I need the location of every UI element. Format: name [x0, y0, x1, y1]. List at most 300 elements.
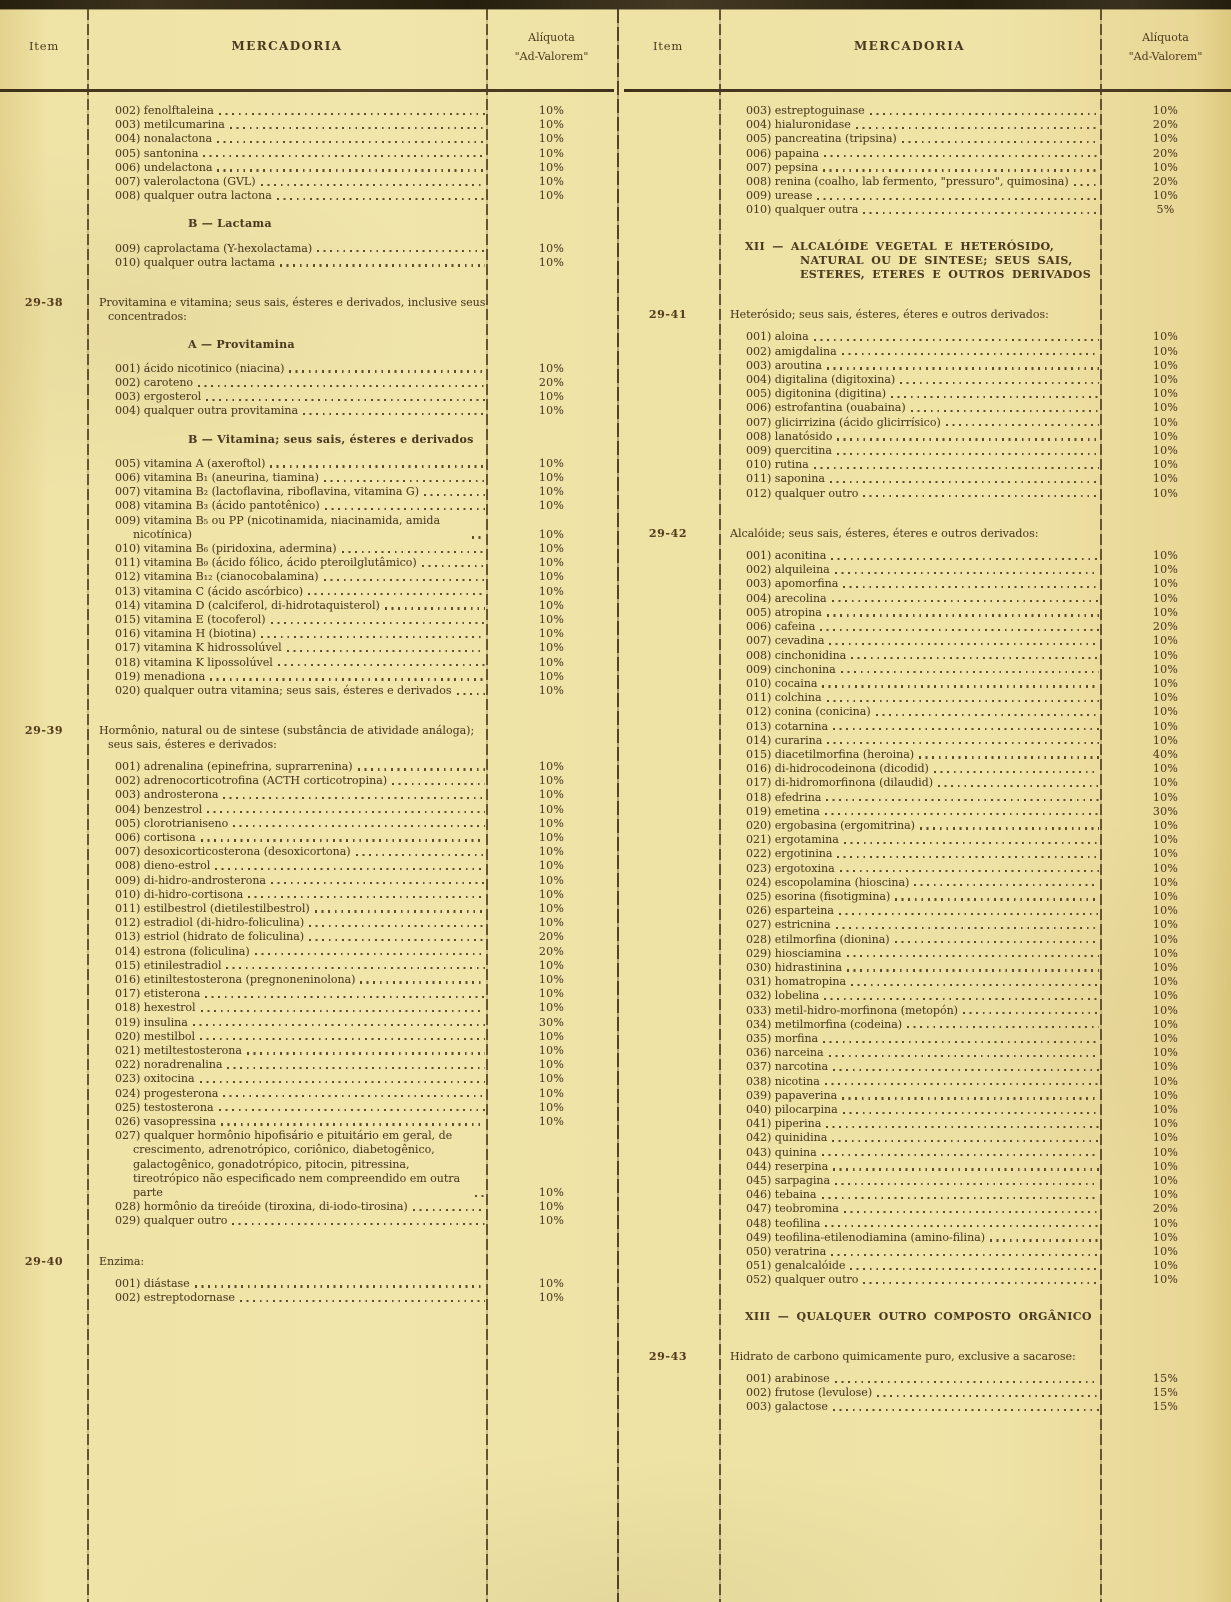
entry-text	[115, 613, 266, 627]
entry-text	[746, 401, 906, 415]
entry-text	[746, 1273, 858, 1287]
header-aliquota-line1: Alíquota	[1142, 31, 1189, 44]
entry-code: 011)	[115, 556, 141, 570]
tariff-entry-row	[617, 1075, 1231, 1089]
item-number-cell	[0, 1072, 88, 1086]
tariff-entry-row	[617, 634, 1231, 648]
entry-code: 011)	[746, 691, 772, 705]
entry-label: saponina	[774, 472, 825, 486]
item-number-cell	[617, 1131, 719, 1145]
tariff-entry-row	[0, 973, 617, 987]
section-heading: Hormônio, natural ou de sintese (substância de atividade análoga); seus sais, ésteres e derivados:	[99, 724, 475, 752]
subsection-mercadoria	[88, 217, 486, 231]
entry-text	[746, 677, 817, 691]
entry-code: 012)	[115, 570, 141, 584]
dot-leader	[843, 586, 1099, 588]
entry-rate: 10%	[538, 655, 565, 669]
dot-leader	[195, 1285, 485, 1287]
group-heading-row	[617, 240, 1231, 283]
dot-leader	[839, 913, 1099, 915]
entry-rate: 10%	[538, 613, 565, 627]
tariff-entry-row	[617, 677, 1231, 691]
dot-leader	[823, 1041, 1099, 1043]
entry-label: glicirrizina (ácido glicirrísico)	[774, 415, 941, 429]
entry-mercadoria	[719, 487, 1100, 501]
rate-cell	[1100, 527, 1231, 541]
entry-mercadoria	[719, 592, 1100, 606]
entry-mercadoria	[88, 175, 486, 189]
entry-code: 027)	[115, 1129, 141, 1143]
entry-text	[746, 132, 897, 146]
entry-rate: 10%	[538, 1086, 565, 1100]
tariff-entry-row	[617, 1174, 1231, 1188]
tariff-entry-row	[0, 514, 617, 542]
entry-code: 009)	[115, 513, 141, 527]
entry-rate: 10%	[538, 1200, 565, 1214]
entry-rate: 10%	[1152, 833, 1179, 847]
dot-leader	[863, 495, 1099, 497]
entry-rate: 10%	[538, 527, 565, 541]
entry-label: clorotrianiseno	[143, 816, 229, 830]
dot-leader	[385, 607, 485, 609]
tariff-entry-row	[617, 862, 1231, 876]
entry-code: 033)	[746, 1003, 772, 1017]
entry-text	[746, 776, 933, 790]
tariff-entry-row	[617, 975, 1231, 989]
tariff-entry-row	[0, 684, 617, 698]
entry-label: undelactona	[143, 160, 213, 174]
entry-label: reserpina	[774, 1159, 829, 1173]
entry-rate: 10%	[538, 456, 565, 470]
item-number-cell	[617, 791, 719, 805]
entry-label: qualquer outro	[774, 486, 859, 500]
item-number-cell	[617, 577, 719, 591]
section-row	[617, 527, 1231, 541]
entry-label: esorina (fisotigmina)	[774, 889, 891, 903]
entry-rate: 10%	[538, 570, 565, 584]
dot-leader	[850, 1268, 1099, 1270]
dot-leader	[851, 984, 1099, 986]
entry-text	[115, 987, 200, 1001]
entry-code: 020)	[115, 1029, 141, 1043]
dot-leader	[200, 1038, 485, 1040]
dot-leader	[837, 453, 1099, 455]
entry-mercadoria	[88, 1115, 486, 1129]
item-number-cell	[0, 296, 88, 324]
dot-leader	[219, 113, 485, 115]
entry-rate: 10%	[1152, 634, 1179, 648]
entry-text	[746, 748, 914, 762]
entry-mercadoria	[88, 485, 486, 499]
entry-label: diacetilmorfina (heroina)	[774, 747, 915, 761]
item-number-cell	[617, 203, 719, 217]
entry-text	[746, 345, 837, 359]
tariff-entry-row	[617, 776, 1231, 790]
entry-label: pilocarpina	[774, 1103, 838, 1116]
entry-text	[746, 118, 851, 132]
dot-leader	[472, 536, 485, 538]
item-number-cell	[617, 847, 719, 861]
entry-mercadoria	[88, 542, 486, 556]
entry-rate: 10%	[1152, 1245, 1179, 1259]
entry-rate: 20%	[1152, 175, 1179, 189]
entry-code: 019)	[115, 1015, 141, 1029]
entry-rate: 10%	[1152, 1060, 1179, 1074]
entry-text	[746, 1004, 958, 1018]
section-mercadoria	[719, 308, 1100, 322]
entry-text	[115, 599, 380, 613]
tariff-entry-row	[617, 330, 1231, 344]
tariff-entry-row	[0, 1044, 617, 1058]
item-number-cell	[617, 734, 719, 748]
dot-leader	[424, 494, 485, 496]
entry-text	[115, 1016, 188, 1030]
entry-rate: 10%	[1152, 875, 1179, 889]
entry-mercadoria	[719, 819, 1100, 833]
entry-text	[746, 634, 824, 648]
group-numeral: XIII —	[745, 1309, 790, 1323]
dot-leader	[1074, 184, 1099, 186]
entry-rate: 30%	[1152, 804, 1179, 818]
entry-text	[746, 444, 832, 458]
dot-leader	[247, 1052, 485, 1054]
entry-rate: 20%	[1152, 1202, 1179, 1216]
section-mercadoria	[88, 724, 486, 752]
entry-label: frutose (levulose)	[774, 1386, 873, 1400]
entry-code: 052)	[746, 1273, 772, 1287]
entry-code: 007)	[746, 634, 772, 648]
entry-mercadoria	[88, 404, 486, 418]
tariff-entry-row	[617, 1386, 1231, 1400]
item-number-cell	[617, 649, 719, 663]
entry-label: di-hidro-androsterona	[143, 873, 266, 887]
entry-rate: 10%	[538, 669, 565, 683]
entry-code: 004)	[115, 802, 141, 816]
entries-block	[617, 104, 1231, 218]
item-number-cell	[617, 1075, 719, 1089]
entry-rate: 10%	[538, 175, 565, 189]
entry-code: 040)	[746, 1103, 772, 1116]
entry-label: qualquer outra provitamina	[143, 404, 299, 418]
entry-mercadoria	[719, 1386, 1100, 1400]
item-number-cell	[617, 189, 719, 203]
item-number-cell	[0, 161, 88, 175]
entry-rate: 10%	[538, 542, 565, 556]
section-heading: Heterósido; seus sais, ésteres, éteres e outros derivados:	[730, 308, 1049, 322]
entry-label: arecolina	[774, 591, 827, 605]
item-number-cell	[0, 902, 88, 916]
dot-leader	[832, 1140, 1099, 1142]
dot-leader	[863, 1282, 1099, 1284]
dot-leader	[824, 998, 1099, 1000]
entry-label: hexestrol	[143, 1001, 196, 1015]
entry-mercadoria	[88, 760, 486, 774]
dot-leader	[827, 700, 1099, 702]
entry-label: qualquer hormônio hipofisário e pituitário em geral, de crescimento, adrenotrópico, coriônico, diabetogênico, galactogênico, gonadotrópico, pitocin, pitressina, tireotrópico não especificado nem compreendido em outra parte	[133, 1129, 461, 1199]
entry-text	[746, 1160, 828, 1174]
entry-mercadoria	[719, 132, 1100, 146]
entry-rate: 20%	[1152, 146, 1179, 160]
entry-mercadoria	[719, 1245, 1100, 1259]
item-number-cell	[0, 845, 88, 859]
dot-leader	[201, 839, 485, 841]
item-number: 29-42	[648, 526, 688, 540]
tariff-entry-row	[0, 542, 617, 556]
entry-text	[746, 1372, 830, 1386]
entry-mercadoria	[719, 1259, 1100, 1273]
entry-code: 025)	[115, 1100, 141, 1114]
entry-text	[115, 471, 319, 485]
entry-rate: 10%	[1152, 132, 1179, 146]
entry-code: 003)	[746, 1400, 772, 1414]
item-number-cell	[0, 132, 88, 146]
entry-label: renina (coalho, lab fermento, "pressuro", quimosina)	[774, 175, 1069, 189]
entry-label: metilcumarina	[143, 118, 225, 132]
entry-code: 004)	[746, 373, 772, 387]
tariff-entry-row	[617, 748, 1231, 762]
entry-mercadoria	[88, 376, 486, 390]
entries-block	[617, 549, 1231, 1288]
dot-leader	[356, 854, 485, 856]
entry-rate: 10%	[538, 830, 565, 844]
entry-code: 014)	[115, 944, 141, 958]
entry-rate: 10%	[538, 118, 565, 132]
dot-leader	[847, 969, 1099, 971]
entry-text	[746, 430, 832, 444]
entry-mercadoria	[88, 1001, 486, 1015]
entry-rate: 10%	[538, 627, 565, 641]
entry-mercadoria	[719, 430, 1100, 444]
item-number-cell	[617, 592, 719, 606]
dot-leader	[325, 508, 485, 510]
dot-leader	[835, 572, 1099, 574]
entry-code: 006)	[115, 471, 141, 485]
dot-leader	[221, 1123, 485, 1125]
section-row	[617, 308, 1231, 322]
tariff-entry-row	[617, 1217, 1231, 1231]
tariff-entry-row	[0, 859, 617, 873]
entry-mercadoria	[88, 242, 486, 256]
entry-label: curarina	[774, 733, 823, 747]
dot-leader	[817, 198, 1099, 200]
entry-rate: 10%	[538, 788, 565, 802]
entry-label: oxitocina	[143, 1072, 195, 1086]
dot-leader	[205, 996, 485, 998]
entry-label: nonalactona	[143, 132, 213, 146]
entry-text	[746, 1217, 820, 1231]
entry-rate: 10%	[1152, 373, 1179, 387]
dot-leader	[215, 868, 485, 870]
dot-leader	[938, 785, 1099, 787]
entry-rate: 10%	[1152, 705, 1179, 719]
entry-label: androsterona	[143, 788, 219, 802]
entry-mercadoria	[719, 862, 1100, 876]
entry-rate: 10%	[538, 598, 565, 612]
dot-leader	[823, 169, 1099, 171]
entry-label: estilbestrol (dietilestilbestrol)	[143, 901, 310, 915]
item-number-cell	[0, 585, 88, 599]
tariff-entry-row	[617, 577, 1231, 591]
entry-label: quercitina	[774, 444, 832, 458]
entry-code: 021)	[115, 1043, 141, 1057]
entry-mercadoria	[719, 1273, 1100, 1287]
entry-code: 005)	[115, 816, 141, 830]
group-heading-row	[617, 1310, 1231, 1324]
dot-leader	[963, 1012, 1099, 1014]
header-aliquota	[486, 26, 617, 66]
tariff-entry-row	[0, 118, 617, 132]
tariff-entry-row	[0, 161, 617, 175]
item-number-cell	[617, 961, 719, 975]
dot-leader	[226, 967, 485, 969]
entry-rate: 10%	[538, 774, 565, 788]
item-number-cell	[617, 890, 719, 904]
entry-rate: 10%	[538, 1114, 565, 1128]
entry-mercadoria	[88, 613, 486, 627]
dot-leader	[193, 1024, 485, 1026]
dot-leader	[990, 1239, 1099, 1241]
entry-code: 028)	[115, 1200, 141, 1214]
entry-rate: 10%	[1152, 330, 1179, 344]
entry-mercadoria	[88, 959, 486, 973]
entry-rate: 10%	[538, 1001, 565, 1015]
tariff-entry-row	[617, 1004, 1231, 1018]
entry-rate: 10%	[1152, 762, 1179, 776]
item-number-cell	[0, 1200, 88, 1214]
entry-code: 010)	[115, 255, 141, 269]
rate-cell	[486, 338, 617, 352]
entry-text	[746, 1231, 985, 1245]
entry-rate: 10%	[538, 1029, 565, 1043]
item-number-cell	[0, 147, 88, 161]
entry-code: 016)	[115, 627, 141, 641]
section-row	[0, 296, 617, 324]
section-mercadoria	[88, 1255, 486, 1269]
entry-label: digitonina (digitina)	[774, 387, 886, 401]
entry-rate: 15%	[1152, 1372, 1179, 1386]
dot-leader	[422, 565, 485, 567]
entry-label: narceina	[774, 1046, 824, 1060]
entry-text	[746, 862, 835, 876]
entry-text	[115, 902, 310, 916]
entry-label: vitamina B₂ (lactoflavina, riboflavina, vitamina G)	[143, 485, 420, 499]
entry-text	[115, 175, 256, 189]
item-number-cell	[617, 1273, 719, 1287]
dot-leader	[831, 1254, 1099, 1256]
entry-code: 026)	[115, 1114, 141, 1128]
item-number-cell	[0, 916, 88, 930]
entry-rate: 10%	[538, 641, 565, 655]
entry-rate: 10%	[1152, 1003, 1179, 1017]
entry-rate: 10%	[1152, 1273, 1179, 1287]
item-number-cell	[0, 760, 88, 774]
entry-rate: 10%	[1152, 1159, 1179, 1173]
item-number-cell	[0, 499, 88, 513]
group-mercadoria	[719, 240, 1100, 283]
tariff-entry-row	[617, 563, 1231, 577]
entry-rate: 10%	[1152, 591, 1179, 605]
entry-rate: 10%	[1152, 691, 1179, 705]
entry-label: di-hidro-cortisona	[143, 887, 244, 901]
entry-mercadoria	[719, 876, 1100, 890]
entry-mercadoria	[88, 1129, 486, 1200]
entry-text	[746, 104, 865, 118]
entry-text	[746, 691, 822, 705]
rate-cell	[1100, 240, 1231, 283]
entry-rate: 10%	[538, 1214, 565, 1228]
dot-leader	[832, 600, 1099, 602]
entry-code: 017)	[115, 987, 141, 1001]
entry-text	[746, 791, 821, 805]
entry-rate: 10%	[538, 1058, 565, 1072]
entry-text	[115, 362, 284, 376]
entry-label: cortisona	[143, 830, 196, 844]
tariff-entry-row	[0, 599, 617, 613]
dot-leader	[825, 1083, 1099, 1085]
entry-label: caroteno	[143, 376, 194, 390]
dot-leader	[840, 870, 1099, 872]
tariff-entry-row	[617, 705, 1231, 719]
entry-label: apomorfina	[774, 577, 839, 591]
entry-text	[746, 1131, 827, 1145]
item-number-cell	[617, 527, 719, 541]
dot-leader	[210, 678, 485, 680]
entry-mercadoria	[88, 774, 486, 788]
entry-text	[115, 874, 266, 888]
dot-leader	[827, 367, 1099, 369]
header-aliquota	[1100, 26, 1231, 66]
item-number-cell	[617, 1018, 719, 1032]
entry-code: 029)	[746, 946, 772, 960]
entry-mercadoria	[88, 656, 486, 670]
tariff-entry-row	[0, 945, 617, 959]
tariff-entry-row	[0, 404, 617, 418]
entry-label: piperina	[774, 1117, 822, 1131]
tariff-entry-row	[617, 203, 1231, 217]
entry-code: 014)	[746, 733, 772, 747]
entry-code: 006)	[115, 830, 141, 844]
item-number-cell	[0, 104, 88, 118]
entry-code: 042)	[746, 1131, 772, 1145]
entry-code: 014)	[115, 598, 141, 612]
entry-label: qualquer outra vitamina; seus sais, ésteres e derivados	[143, 684, 452, 698]
rate-cell	[1100, 1350, 1231, 1364]
entry-text	[115, 376, 193, 390]
subsection-mercadoria	[88, 433, 486, 447]
item-number-cell	[617, 1310, 719, 1324]
entry-label: rutina	[774, 458, 809, 472]
entry-code: 038)	[746, 1074, 772, 1088]
entry-rate: 10%	[1152, 719, 1179, 733]
dot-leader	[324, 480, 485, 482]
entry-mercadoria	[719, 577, 1100, 591]
entry-text	[115, 831, 196, 845]
entry-mercadoria	[88, 641, 486, 655]
entry-label: santonina	[143, 146, 199, 160]
item-number-cell	[0, 1016, 88, 1030]
entry-code: 041)	[746, 1117, 772, 1131]
entry-code: 015)	[746, 747, 772, 761]
entry-code: 002)	[115, 774, 141, 788]
item-number-cell	[0, 670, 88, 684]
entry-text	[115, 627, 256, 641]
entry-rate: 10%	[1152, 975, 1179, 989]
dot-leader	[826, 799, 1099, 801]
entry-rate: 10%	[538, 901, 565, 915]
entry-text	[746, 762, 929, 776]
dot-leader	[289, 370, 485, 372]
entry-text	[746, 161, 818, 175]
